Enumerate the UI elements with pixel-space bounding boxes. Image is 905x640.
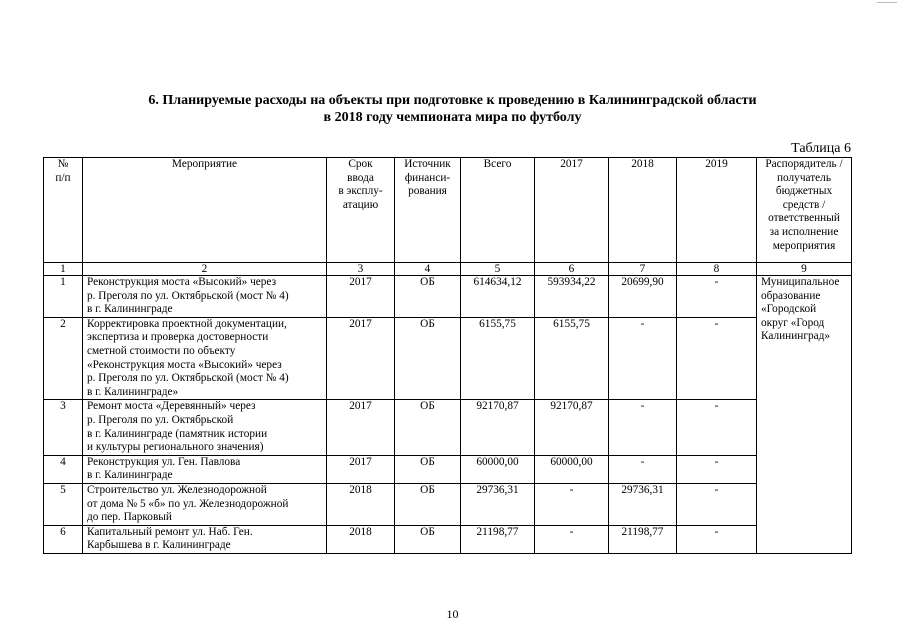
row-num: 4 [44, 455, 83, 483]
row-event: Корректировка проектной документации, экспертиза и проверка достоверности сметной стоимости по объекту «Реконструкция моста «Высокий» через р. Преголя по ул. Октябрьской (мост № 4) в г. Калининграде» [83, 317, 327, 400]
row-2018: 20699,90 [609, 276, 677, 318]
manager-cell: Муниципальное образование «Городской округ «Город Калининград» [757, 276, 852, 554]
column-number: 5 [461, 263, 535, 276]
row-event: Капитальный ремонт ул. Наб. Ген. Карбышева в г. Калининграде [83, 525, 327, 553]
row-2017: 92170,87 [535, 400, 609, 455]
row-total: 29736,31 [461, 483, 535, 525]
row-2018: - [609, 400, 677, 455]
row-num: 1 [44, 276, 83, 318]
row-num: 3 [44, 400, 83, 455]
row-deadline: 2017 [327, 276, 395, 318]
column-number: 4 [395, 263, 461, 276]
document-heading [0, 92, 905, 126]
row-2018: - [609, 455, 677, 483]
table-header-row [44, 158, 852, 263]
row-2017: - [535, 525, 609, 553]
row-deadline: 2017 [327, 455, 395, 483]
column-number: 6 [535, 263, 609, 276]
row-num: 5 [44, 483, 83, 525]
row-num: 2 [44, 317, 83, 400]
header-deadline: Срок ввода в эксплу- атацию [327, 158, 395, 263]
row-event: Реконструкция ул. Ген. Павлова в г. Калининграде [83, 455, 327, 483]
row-2019: - [677, 525, 757, 553]
table-row [44, 276, 852, 318]
header-event: Мероприятие [83, 158, 327, 263]
row-2018: 29736,31 [609, 483, 677, 525]
column-number: 1 [44, 263, 83, 276]
table-row [44, 317, 852, 400]
column-number-row [44, 263, 852, 276]
row-2018: 21198,77 [609, 525, 677, 553]
row-total: 92170,87 [461, 400, 535, 455]
table-row [44, 525, 852, 553]
row-2017: 6155,75 [535, 317, 609, 400]
row-source: ОБ [395, 483, 461, 525]
corner-mark [877, 2, 897, 3]
row-total: 60000,00 [461, 455, 535, 483]
column-number: 2 [83, 263, 327, 276]
row-event: Ремонт моста «Деревянный» через р. Преголя по ул. Октябрьской в г. Калининграде (памятник истории и культуры регионального значения) [83, 400, 327, 455]
page-number: 10 [446, 607, 459, 621]
row-2019: - [677, 276, 757, 318]
row-total: 6155,75 [461, 317, 535, 400]
column-number: 8 [677, 263, 757, 276]
row-deadline: 2018 [327, 483, 395, 525]
row-total: 614634,12 [461, 276, 535, 318]
row-2018: - [609, 317, 677, 400]
row-event: Реконструкция моста «Высокий» через р. Преголя по ул. Октябрьской (мост № 4) в г. Калининграде [83, 276, 327, 318]
header-total: Всего [461, 158, 535, 263]
header-num: № п/п [44, 158, 83, 263]
column-number: 7 [609, 263, 677, 276]
heading-line-1: 6. Планируемые расходы на объекты при подготовке к проведению в Калининградской области [148, 93, 757, 108]
row-deadline: 2017 [327, 317, 395, 400]
row-2017: 593934,22 [535, 276, 609, 318]
expenses-table [43, 157, 852, 554]
table-row [44, 455, 852, 483]
row-deadline: 2018 [327, 525, 395, 553]
header-manager: Распорядитель / получатель бюджетных средств / ответственный за исполнение мероприятия [757, 158, 852, 263]
row-2017: - [535, 483, 609, 525]
row-deadline: 2017 [327, 400, 395, 455]
row-2017: 60000,00 [535, 455, 609, 483]
row-2019: - [677, 483, 757, 525]
heading-line-2: в 2018 году чемпионата мира по футболу [323, 110, 582, 125]
row-2019: - [677, 317, 757, 400]
table-row [44, 400, 852, 455]
table-row [44, 483, 852, 525]
row-2019: - [677, 400, 757, 455]
row-num: 6 [44, 525, 83, 553]
header-2017: 2017 [535, 158, 609, 263]
row-source: ОБ [395, 317, 461, 400]
column-number: 9 [757, 263, 852, 276]
column-number: 3 [327, 263, 395, 276]
row-total: 21198,77 [461, 525, 535, 553]
row-source: ОБ [395, 400, 461, 455]
header-2018: 2018 [609, 158, 677, 263]
row-event: Строительство ул. Железнодорожной от дома № 5 «б» по ул. Железнодорожной до пер. Парковый [83, 483, 327, 525]
row-2019: - [677, 455, 757, 483]
row-source: ОБ [395, 276, 461, 318]
row-source: ОБ [395, 525, 461, 553]
table-caption: Таблица 6 [791, 141, 851, 156]
row-source: ОБ [395, 455, 461, 483]
header-source: Источник финанси- рования [395, 158, 461, 263]
header-2019: 2019 [677, 158, 757, 263]
